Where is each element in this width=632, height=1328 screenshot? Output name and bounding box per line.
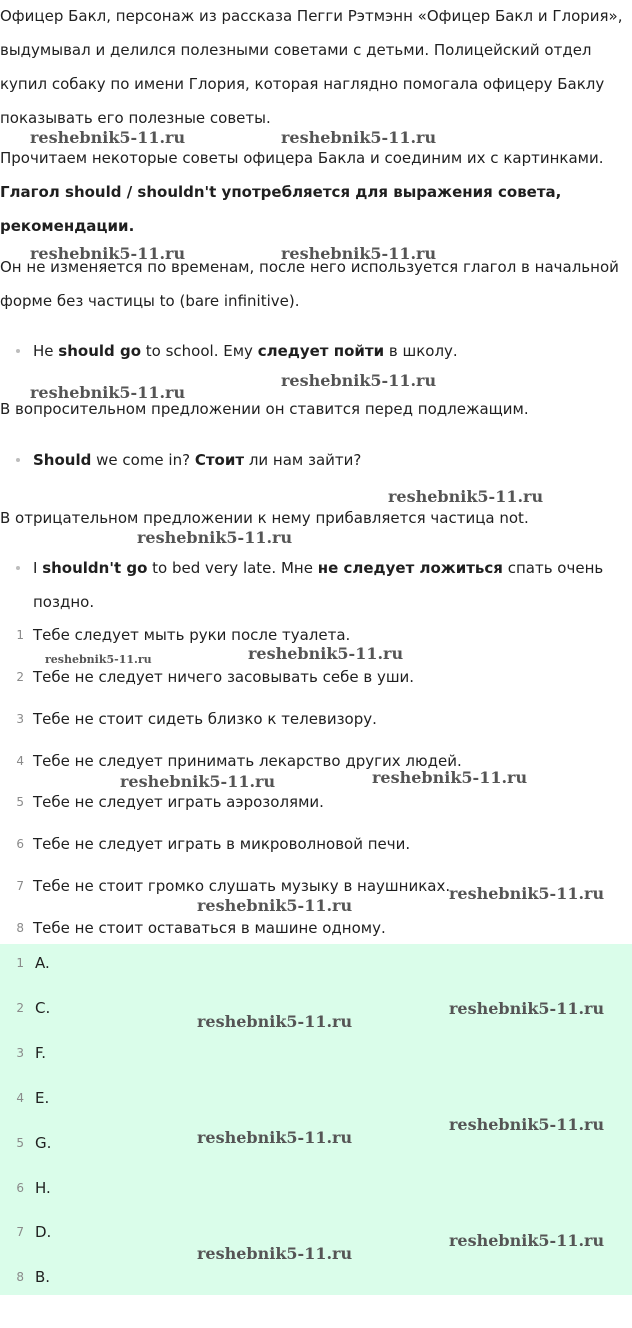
example-negative <box>16 551 616 619</box>
watermark: reshebnik5-11.ru <box>45 653 152 666</box>
answer-item: 1 A. <box>16 954 50 972</box>
question-note: В вопросительном предложении он ставится перед подлежащим. <box>0 400 529 418</box>
watermark: reshebnik5-11.ru <box>197 1244 353 1263</box>
answer-item: 3 F. <box>16 1044 46 1062</box>
answer-item: 7 D. <box>16 1223 52 1241</box>
watermark: reshebnik5-11.ru <box>449 1115 605 1134</box>
negative-note: В отрицательном предложении к нему прибавляется частица not. <box>0 509 529 527</box>
watermark: reshebnik5-11.ru <box>137 528 293 547</box>
tip-item: 5 Тебе не следует играть аэрозолями. <box>16 793 324 811</box>
answer-item: 8 B. <box>16 1268 51 1286</box>
example-text: Should we come in? Стоит ли нам зайти? <box>33 451 362 469</box>
tip-item: 1 Тебе следует мыть руки после туалета. <box>16 626 351 644</box>
watermark: reshebnik5-11.ru <box>281 128 437 147</box>
answer-item: 4 E. <box>16 1089 50 1107</box>
example-should <box>16 334 616 368</box>
watermark: reshebnik5-11.ru <box>30 128 186 147</box>
tip-item: 7 Тебе не стоит громко слушать музыку в наушниках. <box>16 877 451 895</box>
tip-item: 6 Тебе не следует играть в микроволновой печи. <box>16 835 411 853</box>
watermark: reshebnik5-11.ru <box>120 772 276 791</box>
answer-item: 2 C. <box>16 999 51 1017</box>
tip-item: 8 Тебе не стоит оставаться в машине одному. <box>16 919 386 937</box>
watermark: reshebnik5-11.ru <box>449 999 605 1018</box>
bullet-icon <box>16 566 20 570</box>
watermark: reshebnik5-11.ru <box>248 644 404 663</box>
watermark: reshebnik5-11.ru <box>281 244 437 263</box>
grammar-note: Он не изменяется по временам, после него используется глагол в начальной форме без частицы to (bare infinitive). <box>0 258 619 310</box>
watermark: reshebnik5-11.ru <box>388 487 544 506</box>
bullet-icon <box>16 349 20 353</box>
grammar-heading: Глагол should / shouldn't употребляется для выражения совета, рекомендации. <box>0 183 562 235</box>
example-question <box>16 443 616 477</box>
watermark: reshebnik5-11.ru <box>30 383 186 402</box>
task-text: Прочитаем некоторые советы офицера Бакла и соединим их с картинками. <box>0 149 604 167</box>
tip-item: 3 Тебе не стоит сидеть близко к телевизору. <box>16 710 377 728</box>
bullet-icon <box>16 458 20 462</box>
example-text: I shouldn't go to bed very late. Мне не следует ложиться спать очень поздно. <box>33 559 604 611</box>
watermark: reshebnik5-11.ru <box>449 1231 605 1250</box>
watermark: reshebnik5-11.ru <box>197 1012 353 1031</box>
answer-item: 6 H. <box>16 1179 51 1197</box>
example-text: Не should go to school. Ему следует пойти в школу. <box>33 342 458 360</box>
watermark: reshebnik5-11.ru <box>197 896 353 915</box>
watermark: reshebnik5-11.ru <box>372 768 528 787</box>
tip-item: 2 Тебе не следует ничего засовывать себе в уши. <box>16 668 415 686</box>
answer-item: 5 G. <box>16 1134 52 1152</box>
watermark: reshebnik5-11.ru <box>197 1128 353 1147</box>
watermark: reshebnik5-11.ru <box>449 884 605 903</box>
intro-paragraph: Офицер Бакл, персонаж из рассказа Пегги Рэтмэнн «Офицер Бакл и Глория», выдумывал и делился полезными советами с детьми. Полицейский отдел купил собаку по имени Глория, которая наглядно помогала офицеру Баклу показывать его полезные советы. <box>0 7 623 127</box>
watermark: reshebnik5-11.ru <box>281 371 437 390</box>
watermark: reshebnik5-11.ru <box>30 244 186 263</box>
tip-item: 4 Тебе не следует принимать лекарство других людей. <box>16 752 462 770</box>
